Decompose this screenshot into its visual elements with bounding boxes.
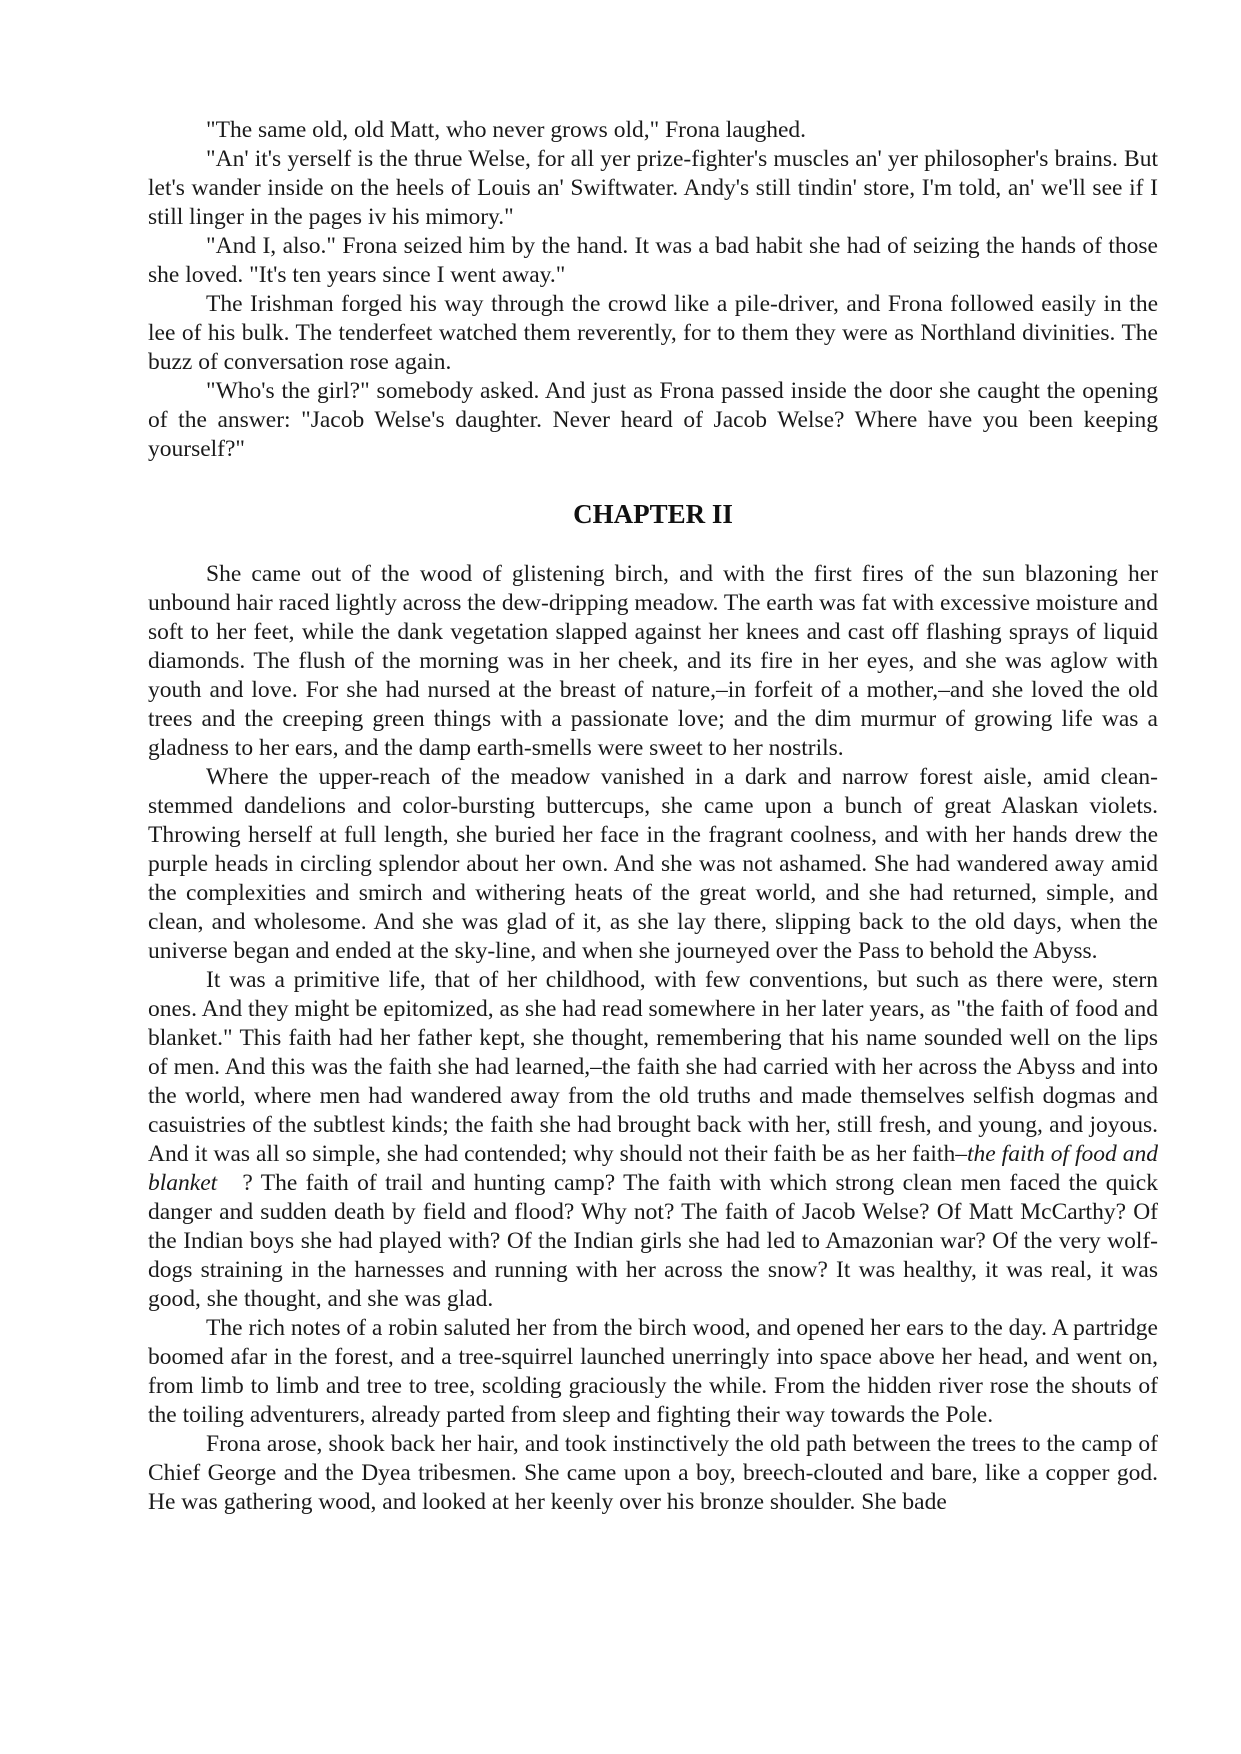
chapter-heading: CHAPTER II bbox=[573, 499, 733, 529]
paragraph-robin-notes: The rich notes of a robin saluted her from the birch wood, and opened her ears to the day. A partridge boomed afar in the forest, and a tree-squirrel launched unerringly into space above her head, and went on, from limb to limb and tree to tree, scolding graciously the while. From the hidden river rose the shouts of the toiling adventurers, already parted from sleep and fighting their way towards the Pole. bbox=[148, 1315, 1158, 1428]
paragraph-who-is-the-girl: "Who's the girl?" somebody asked. And just as Frona passed inside the door she caught the opening of the answer: "Jacob Welse's daughter. Never heard of Jacob Welse? Where have you been keeping yourself?" bbox=[148, 378, 1158, 462]
paragraph-irish-reply: "An' it's yerself is the thrue Welse, for all yer prize-fighter's muscles an' yer philosopher's brains. But let's wander inside on the heels of Louis an' Swiftwater. Andy's still tindin' store, I'm told, an' we'll see if I still linger in the pages iv his mimory." bbox=[148, 146, 1158, 230]
paragraph-frona-arose: Frona arose, shook back her hair, and took instinctively the old path between the trees to the camp of Chief George and the Dyea tribesmen. She came upon a boy, breech-clouted and bare, like a copper god. He was gathering wood, and looked at her keenly over his bronze shoulder. She bade bbox=[148, 1431, 1158, 1515]
text-faith-italic: the faith of food and blanket bbox=[148, 1141, 1159, 1196]
paragraph-came-out-of-wood: She came out of the wood of glistening birch, and with the first fires of the sun blazoning her unbound hair raced lightly across the dew-dripping meadow. The earth was fat with excessive moisture and soft to her feet, while the dank vegetation slapped against her knees and cast off flashing sprays of liquid diamonds. The flush of the morning was in her cheek, and its fire in her eyes, and she was aglow with youth and love. For she had nursed at the breast of nature,–in forfeit of a mother,–and she loved the old trees and the creeping green things with a passionate love; and the dim murmur of growing life was a gladness to her ears, and the damp earth-smells were sweet to her nostrils. bbox=[148, 561, 1158, 761]
chapter-body bbox=[148, 560, 1164, 1517]
book-page bbox=[148, 116, 1164, 1517]
text-faith-continued: ? The faith of trail and hunting camp? The faith with which strong clean men faced the quick danger and sudden death by field and flood? Why not? The faith of Jacob Welse? Of Matt McCarthy? Of the Indian boys she had played with? Of the Indian girls she had led to Amazonian war? Of the very wolf-dogs straining in the harnesses and running with her across the snow? It was healthy, it was real, it was good, she thought, and she was glad. bbox=[148, 1170, 1164, 1312]
paragraph-primitive-life bbox=[148, 966, 1164, 1314]
paragraph-matt-quote: "The same old, old Matt, who never grows old," Frona laughed. bbox=[206, 117, 807, 143]
paragraph-irishman-forges: The Irishman forged his way through the crowd like a pile-driver, and Frona followed easily in the lee of his bulk. The tenderfeet watched them reverently, for to them they were as Northland divinities. The buzz of conversation rose again. bbox=[148, 291, 1158, 375]
paragraph-frona-seizes-hand: "And I, also." Frona seized him by the hand. It was a bad habit she had of seizing the hands of those she loved. "It's ten years since I went away." bbox=[148, 233, 1158, 288]
text-faith-intro: It was a primitive life, that of her childhood, with few conventions, but such as there were, stern ones. And they might be epitomized, as she had read somewhere in her later years, as "the faith of food and blanket." This faith had her father kept, she thought, remembering that his name sounded well on the lips of men. And this was the faith she had learned,–the faith she had carried with her across the Abyss and into the world, where men had wandered away from the old truths and made themselves selfish dogmas and casuistries of the subtlest kinds; the faith she had brought back with her, still fresh, and young, and joyous. And it was all so simple, she had contended; why should not their faith be as her faith– bbox=[148, 967, 1158, 1167]
paragraph-upper-reach-meadow: Where the upper-reach of the meadow vanished in a dark and narrow forest aisle, amid clean-stemmed dandelions and color-bursting buttercups, she came upon a bunch of great Alaskan violets. Throwing herself at full length, she buried her face in the fragrant coolness, and with her hands drew the purple heads in circling splendor about her own. And she was not ashamed. She had wandered away amid the complexities and smirch and withering heats of the great world, and she had returned, simple, and clean, and wholesome. And she was glad of it, as she lay there, slipping back to the old days, when the universe began and ended at the sky-line, and when she journeyed over the Pass to behold the Abyss. bbox=[148, 764, 1158, 964]
